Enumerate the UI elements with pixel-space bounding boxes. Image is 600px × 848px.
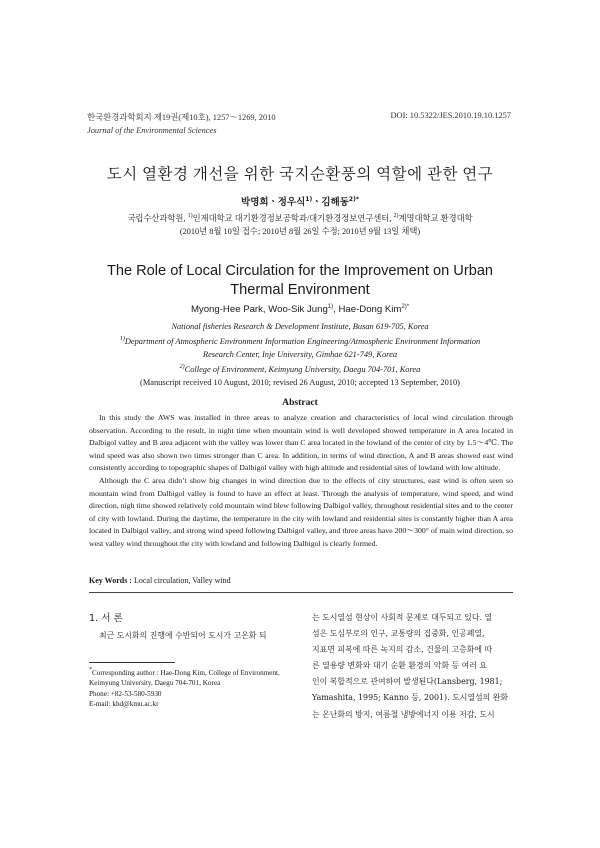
english-affil-3-text: College of Environment, Keimyung University, Daegu 704-701, Korea bbox=[184, 365, 421, 375]
keywords bbox=[89, 576, 231, 585]
right-line-5: 인이 복합적으로 관여하여 발생된다(Lansberg, 1981; bbox=[312, 677, 503, 687]
footnote-divider bbox=[89, 662, 175, 663]
intro-paragraph-left: 최근 도시화의 진행에 수반되어 도시가 고온화 되 bbox=[99, 631, 267, 640]
footnote-phone: Phone: +82-53-580-5930 bbox=[89, 689, 162, 698]
right-line-1: 는 도시열섬 현상이 사회적 문제로 대두되고 있다. 열 bbox=[312, 613, 493, 622]
english-affil-3 bbox=[0, 361, 600, 376]
korean-dates: (2010년 8월 10일 접수; 2010년 8월 26일 수정; 2010년 9월 13일 채택) bbox=[179, 226, 421, 236]
running-header-left bbox=[87, 111, 276, 137]
english-authors-a: Myong-Hee Park, Woo-Sik Jung bbox=[190, 304, 328, 315]
affil-sup-1: 1) bbox=[187, 213, 193, 219]
footnote bbox=[89, 665, 299, 709]
english-affiliations bbox=[0, 320, 600, 389]
abstract-body bbox=[89, 412, 513, 551]
right-line-4: 른 열용량 변화와 대기 순환 환경의 악화 등 여러 요 bbox=[312, 661, 488, 671]
abstract-paragraph-2: Although the C area didn’t show big changes in wind direction due to the effects of city structures, east wind is often seen so mountain wind from Dalbigol valley is found to have an effect at least. Through the analysis of temperature, wind speed, and wind direction, nigh time showed relatively cold mountain wind blew following Dalbigol valley, throughout residential sites and to the center of city with lowland. During the daytime, the temperature in the city with lowland and residential sites is constantly higher than A area located in Dalbigol valley, and strong wind speed following Dalbigol valley, and three areas have 200～300° of main wind direction, so west valley wind throughout the city with lowland and following Dalbigol is clearly formed. bbox=[89, 475, 513, 548]
footnote-star: * bbox=[89, 667, 92, 673]
author-sup-2: 2)* bbox=[348, 196, 359, 203]
english-affil-1: National fisheries Research & Development Institute, Busan 619-705, Korea bbox=[171, 322, 429, 331]
footnote-author: Corresponding author : Hae-Dong Kim, College of Environment, Keimyung University, Daegu 704-701, Korea bbox=[89, 669, 280, 688]
english-authors bbox=[0, 304, 600, 315]
korean-affiliations bbox=[0, 210, 600, 238]
english-title bbox=[0, 262, 600, 300]
korean-affiliation-line bbox=[0, 210, 600, 226]
journal-en: Journal of the Environmental Sciences bbox=[87, 126, 217, 135]
english-affil-2 bbox=[0, 333, 600, 348]
korean-authors-mid: ㆍ김해동 bbox=[312, 197, 349, 208]
right-line-7: 는 온난화의 방지, 여름철 냉방에너지 이용 저감, 도시 bbox=[312, 709, 495, 719]
korean-authors bbox=[0, 194, 600, 208]
affil-a: 국립수산과학원, bbox=[127, 214, 188, 223]
korean-authors-main: 박명희ㆍ정우식 bbox=[241, 197, 306, 208]
english-authors-b: , Hae-Dong Kim bbox=[333, 304, 402, 315]
english-affil-3-sup: 2) bbox=[179, 364, 185, 371]
footnote-email: E-mail: khd@kmu.ac.kr bbox=[89, 699, 159, 708]
right-line-6: Yamashita, 1995; Kanno 등, 2001). 도시열섬의 완화 bbox=[312, 693, 508, 703]
english-affil-2-line2: Research Center, Inje University, Gimhae 621-749, Korea bbox=[202, 350, 398, 360]
author-sup-1: 1) bbox=[305, 196, 313, 203]
doi: DOI: 10.5322/JES.2010.19.10.1257 bbox=[390, 111, 511, 120]
section-divider bbox=[89, 592, 513, 593]
affil-c: 계명대학교 환경대학 bbox=[398, 214, 473, 223]
abstract-paragraph-1: In this study the AWS was installed in three areas to analyze creation and characteristics of local wind circulation through observation. According to the result, in night time when mountain wind is well developed showed temperature in A area located in Dalbigol valley and B area adjacent with the valley was lower than C area located in the lowland of the center of city by 1.5～4℃. The wind speed was also shown two times stronger than C area. In addition, in terms of wind direction, A and B areas showed east wind consistently according to topographic shapes of Dalbigol valley with high altitude and residential sites of lowland with low altitude. bbox=[89, 413, 513, 473]
right-line-2: 섬은 도심부로의 인구, 교통량의 집중화, 인공폐열, bbox=[312, 629, 485, 639]
footnote-corresponding bbox=[89, 665, 299, 689]
korean-title: 도시 열환경 개선을 위한 국지순환풍의 역할에 관한 연구 bbox=[106, 166, 494, 183]
right-line-3: 지표면 피복에 따른 녹지의 감소, 건물의 고층화에 따 bbox=[312, 645, 493, 655]
english-title-line2: Thermal Environment bbox=[230, 282, 370, 298]
english-affil-2-line1: Department of Atmospheric Environment Information Engineering/Atmospheric Environment Information bbox=[124, 337, 481, 347]
english-author-sup-1: 1) bbox=[327, 304, 334, 310]
affil-b: 인제대학교 대기환경정보공학과/대기환경정보연구센터, bbox=[192, 214, 394, 223]
abstract-heading: Abstract bbox=[282, 397, 318, 408]
english-dates: (Manuscript received 10 August, 2010; revised 26 August, 2010; accepted 13 September, 2010) bbox=[140, 378, 460, 388]
intro-paragraph-right bbox=[312, 610, 513, 723]
english-affil-2-sup: 1) bbox=[119, 336, 125, 343]
section-heading-introduction: 1. 서 론 bbox=[89, 613, 123, 624]
keywords-value: Local circulation, Valley wind bbox=[133, 576, 231, 585]
affil-sup-2: 2) bbox=[393, 213, 399, 219]
keywords-label: Key Words : bbox=[89, 576, 134, 585]
english-author-sup-2: 2)* bbox=[401, 304, 410, 310]
journal-kr: 한국환경과학회지 제19권(제10호), 1257～1269, 2010 bbox=[87, 113, 276, 122]
english-title-line1: The Role of Local Circulation for the Improvement on Urban bbox=[106, 263, 494, 279]
